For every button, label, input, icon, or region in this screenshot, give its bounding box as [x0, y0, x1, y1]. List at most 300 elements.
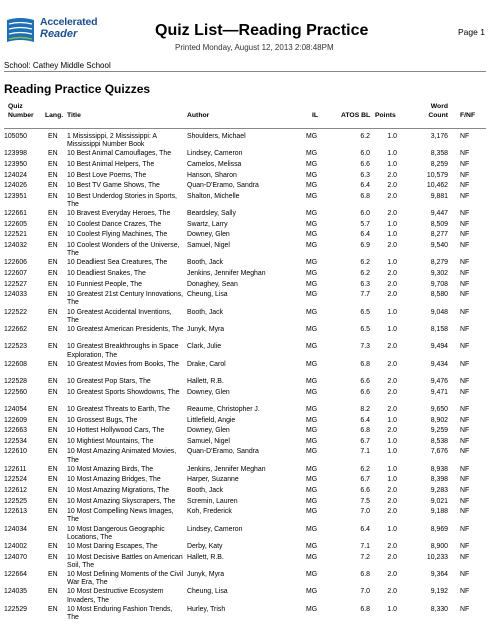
- table-row: [0, 571, 495, 588]
- cell-fnf: NF: [460, 231, 470, 239]
- table-row: [0, 242, 495, 259]
- cell-quiz-number: 122611: [4, 465, 27, 473]
- cell-quiz-number: 122527: [4, 280, 27, 288]
- cell-author: Hallett, R.B.: [187, 553, 224, 561]
- cell-lang: EN: [48, 437, 58, 445]
- cell-points: 2.0: [387, 497, 397, 505]
- cell-quiz-number: 122523: [4, 343, 27, 351]
- cell-quiz-number: 123951: [4, 192, 27, 200]
- cell-title: 10 Best TV Game Shows, The: [67, 182, 160, 190]
- cell-points: 1.0: [387, 160, 397, 168]
- cell-atos: 7.0: [360, 588, 370, 596]
- cell-word-count: 8,938: [430, 465, 448, 473]
- cell-title: 10 Most Amazing Migrations, The: [67, 487, 170, 494]
- cell-lang: EN: [48, 160, 58, 168]
- cell-word-count: 9,434: [430, 360, 448, 368]
- cell-quiz-number: 124070: [4, 553, 27, 561]
- page-title: Quiz List—Reading Practice: [155, 22, 369, 39]
- cell-fnf: NF: [460, 388, 470, 396]
- cell-fnf: NF: [460, 150, 470, 158]
- cell-quiz-number: 124034: [4, 525, 27, 533]
- cell-lang: EN: [48, 171, 58, 179]
- table-row: [0, 270, 495, 281]
- cell-title: 10 Most Amazing Animated Movies, The: [67, 448, 177, 464]
- cell-author: Jenkins, Jennifer Meghan: [187, 269, 266, 277]
- cell-atos: 6.4: [360, 525, 370, 533]
- cell-lang: EN: [48, 542, 58, 550]
- cell-fnf: NF: [460, 437, 470, 445]
- cell-atos: 6.6: [360, 388, 370, 396]
- cell-il: MG: [306, 171, 318, 179]
- col-quiz-number: Quiz Number: [8, 103, 34, 119]
- cell-fnf: NF: [460, 280, 470, 288]
- cell-title: 10 Hottest Hollywood Cars, The: [67, 427, 165, 435]
- cell-author: Shalton, Michelle: [187, 192, 240, 200]
- cell-title: 10 Best Animal Camouflages, The: [67, 150, 172, 158]
- cell-fnf: NF: [460, 160, 470, 168]
- table-row: [0, 438, 495, 449]
- cell-quiz-number: 122613: [4, 508, 27, 516]
- cell-points: 2.0: [387, 291, 397, 299]
- cell-atos: 6.6: [360, 487, 370, 494]
- cell-atos: 6.7: [360, 437, 370, 445]
- cell-fnf: NF: [460, 416, 470, 424]
- cell-quiz-number: 124002: [4, 542, 27, 550]
- cell-quiz-number: 124035: [4, 588, 27, 596]
- cell-title: 10 Greatest American Presidents, The: [67, 325, 184, 333]
- cell-il: MG: [306, 427, 318, 435]
- cell-atos: 7.2: [360, 553, 370, 561]
- cell-lang: EN: [48, 192, 58, 200]
- cell-il: MG: [306, 360, 318, 368]
- report-header: [0, 0, 495, 70]
- table-header: [0, 103, 495, 129]
- cell-author: Booth, Jack: [187, 259, 224, 267]
- cell-atos: 6.8: [360, 360, 370, 368]
- cell-author: Jenkins, Jennifer Meghan: [187, 465, 266, 473]
- cell-word-count: 3,176: [430, 133, 448, 140]
- cell-quiz-number: 122605: [4, 220, 27, 228]
- cell-fnf: NF: [460, 605, 470, 613]
- cell-atos: 7.1: [360, 542, 370, 550]
- cell-quiz-number: 122608: [4, 360, 27, 368]
- cell-word-count: 8,277: [430, 231, 448, 239]
- cell-word-count: 9,048: [430, 308, 448, 316]
- table-header-divider: [4, 128, 486, 129]
- cell-points: 2.0: [387, 360, 397, 368]
- cell-atos: 7.5: [360, 497, 370, 505]
- cell-lang: EN: [48, 325, 58, 333]
- cell-fnf: NF: [460, 448, 470, 456]
- cell-word-count: 10,579: [426, 171, 448, 179]
- cell-quiz-number: 122610: [4, 448, 27, 456]
- cell-word-count: 8,969: [430, 525, 448, 533]
- cell-quiz-number: 122525: [4, 497, 27, 505]
- cell-fnf: NF: [460, 542, 470, 550]
- cell-title: 10 Most Amazing Skyscrapers, The: [67, 497, 176, 505]
- cell-title: 10 Most Amazing Birds, The: [67, 465, 154, 473]
- cell-title: 10 Coolest Wonders of the Universe, The: [67, 241, 180, 258]
- cell-points: 2.0: [387, 570, 397, 578]
- cell-il: MG: [306, 241, 318, 249]
- cell-fnf: NF: [460, 487, 470, 494]
- cell-author: Scremin, Lauren: [187, 497, 238, 505]
- cell-atos: 6.2: [360, 269, 370, 277]
- cell-fnf: NF: [460, 192, 470, 200]
- table-row: [0, 427, 495, 438]
- cell-quiz-number: 124054: [4, 406, 27, 414]
- cell-il: MG: [306, 525, 318, 533]
- page-number: Page 1: [458, 27, 485, 37]
- cell-fnf: NF: [460, 553, 470, 561]
- table-row: [0, 133, 495, 150]
- table-row: [0, 221, 495, 232]
- table-row: [0, 476, 495, 487]
- table-row: [0, 406, 495, 417]
- cell-lang: EN: [48, 291, 58, 299]
- cell-fnf: NF: [460, 497, 470, 505]
- cell-quiz-number: 124026: [4, 182, 27, 190]
- cell-title: 10 Most Dangerous Geographic Locations, The: [67, 525, 165, 541]
- cell-il: MG: [306, 325, 318, 333]
- cell-word-count: 9,650: [430, 406, 448, 414]
- cell-fnf: NF: [460, 476, 470, 484]
- cell-title: 10 Greatest Movies from Books, The: [67, 360, 180, 368]
- cell-points: 1.0: [387, 133, 397, 140]
- cell-fnf: NF: [460, 406, 470, 414]
- cell-title: 10 Most Amazing Bridges, The: [67, 476, 161, 484]
- cell-atos: 6.4: [360, 416, 370, 424]
- cell-lang: EN: [48, 406, 58, 414]
- cell-author: Koh, Frederick: [187, 508, 232, 516]
- cell-fnf: NF: [460, 210, 470, 218]
- cell-points: 2.0: [387, 388, 397, 396]
- table-row: [0, 161, 495, 172]
- cell-quiz-number: 122528: [4, 378, 27, 386]
- cell-quiz-number: 124032: [4, 241, 27, 249]
- cell-word-count: 9,364: [430, 570, 448, 578]
- cell-fnf: NF: [460, 291, 470, 299]
- cell-author: Littlefield, Angie: [187, 416, 236, 424]
- cell-points: 1.0: [387, 476, 397, 484]
- cell-title: 10 Most Compelling News Images, The: [67, 508, 174, 524]
- cell-fnf: NF: [460, 259, 470, 267]
- cell-author: Lindsey, Cameron: [187, 525, 243, 533]
- cell-title: 10 Most Decisive Battles on American Soil, The: [67, 553, 183, 569]
- cell-atos: 6.7: [360, 476, 370, 484]
- cell-points: 2.0: [387, 210, 397, 218]
- cell-atos: 7.7: [360, 291, 370, 299]
- cell-il: MG: [306, 388, 318, 396]
- table-row: [0, 606, 495, 623]
- cell-word-count: 9,192: [430, 588, 448, 596]
- cell-fnf: NF: [460, 133, 470, 140]
- cell-lang: EN: [48, 220, 58, 228]
- cell-lang: EN: [48, 388, 58, 396]
- cell-il: MG: [306, 269, 318, 277]
- table-row: [0, 150, 495, 161]
- cell-atos: 6.2: [360, 133, 370, 140]
- cell-quiz-number: 122529: [4, 605, 27, 613]
- table-row: [0, 417, 495, 428]
- cell-atos: 5.7: [360, 220, 370, 228]
- cell-author: Downey, Glen: [187, 427, 230, 435]
- cell-quiz-number: 122663: [4, 427, 27, 435]
- cell-quiz-number: 105050: [4, 133, 27, 140]
- cell-author: Junyk, Myra: [187, 325, 225, 333]
- cell-word-count: 8,538: [430, 437, 448, 445]
- cell-fnf: NF: [460, 241, 470, 249]
- cell-word-count: 8,358: [430, 150, 448, 158]
- cell-il: MG: [306, 570, 318, 578]
- cell-title: 1 Mississippi, 2 Mississippi: A Mississippi Number Book: [67, 133, 157, 149]
- cell-title: 10 Deadliest Snakes, The: [67, 269, 146, 277]
- cell-author: Drake, Carol: [187, 360, 226, 368]
- cell-points: 2.0: [387, 269, 397, 277]
- cell-lang: EN: [48, 588, 58, 596]
- cell-lang: EN: [48, 269, 58, 277]
- cell-fnf: NF: [460, 360, 470, 368]
- cell-il: MG: [306, 280, 318, 288]
- cell-atos: 6.8: [360, 605, 370, 613]
- table-row: [0, 498, 495, 509]
- cell-author: Swartz, Larry: [187, 220, 228, 228]
- cell-author: Clark, Julie: [187, 343, 222, 351]
- cell-word-count: 8,580: [430, 291, 448, 299]
- cell-word-count: 10,462: [426, 182, 448, 190]
- col-atos: ATOS BL: [341, 112, 371, 119]
- cell-lang: EN: [48, 427, 58, 435]
- table-row: [0, 291, 495, 308]
- cell-il: MG: [306, 437, 318, 445]
- cell-lang: EN: [48, 487, 58, 494]
- table-row: [0, 448, 495, 465]
- cell-fnf: NF: [460, 427, 470, 435]
- cell-points: 2.0: [387, 280, 397, 288]
- cell-title: 10 Coolest Flying Machines, The: [67, 231, 168, 239]
- cell-quiz-number: 124024: [4, 171, 27, 179]
- cell-il: MG: [306, 291, 318, 299]
- cell-fnf: NF: [460, 325, 470, 333]
- cell-fnf: NF: [460, 171, 470, 179]
- cell-word-count: 9,476: [430, 378, 448, 386]
- cell-points: 2.0: [387, 182, 397, 190]
- cell-author: Reaume, Christopher J.: [187, 406, 260, 414]
- cell-author: Samuel, Nigel: [187, 437, 230, 445]
- cell-title: 10 Grossest Bugs, The: [67, 416, 138, 424]
- cell-word-count: 8,259: [430, 160, 448, 168]
- cell-points: 2.0: [387, 542, 397, 550]
- cell-author: Hurley, Trish: [187, 605, 226, 613]
- cell-atos: 7.0: [360, 508, 370, 516]
- cell-lang: EN: [48, 497, 58, 505]
- cell-atos: 6.6: [360, 378, 370, 386]
- cell-atos: 6.2: [360, 259, 370, 267]
- cell-fnf: NF: [460, 269, 470, 277]
- cell-points: 2.0: [387, 427, 397, 435]
- cell-word-count: 8,902: [430, 416, 448, 424]
- cell-fnf: NF: [460, 525, 470, 533]
- cell-points: 2.0: [387, 487, 397, 494]
- cell-word-count: 8,398: [430, 476, 448, 484]
- cell-author: Cheung, Lisa: [187, 588, 228, 596]
- logo-text-line1: Accelerated: [40, 16, 98, 28]
- cell-lang: EN: [48, 150, 58, 158]
- cell-author: Donaghey, Sean: [187, 280, 238, 288]
- cell-title: 10 Mightiest Mountains, The: [67, 437, 154, 445]
- cell-il: MG: [306, 308, 318, 316]
- table-row: [0, 543, 495, 554]
- cell-lang: EN: [48, 605, 58, 613]
- table-row: [0, 361, 495, 378]
- table-row: [0, 466, 495, 477]
- cell-title: 10 Greatest Threats to Earth, The: [67, 406, 170, 414]
- col-points: Points: [375, 112, 396, 119]
- header-divider: [4, 71, 486, 72]
- cell-il: MG: [306, 508, 318, 516]
- cell-word-count: 9,259: [430, 427, 448, 435]
- table-row: [0, 487, 495, 498]
- cell-il: MG: [306, 259, 318, 267]
- cell-title: 10 Most Daring Escapes, The: [67, 542, 158, 550]
- cell-author: Booth, Jack: [187, 487, 224, 494]
- cell-author: Quan-D'Eramo, Sandra: [187, 448, 259, 456]
- cell-il: MG: [306, 182, 318, 190]
- cell-atos: 6.6: [360, 160, 370, 168]
- cell-title: 10 Most Destructive Ecosystem Invaders, The: [67, 588, 164, 604]
- cell-il: MG: [306, 448, 318, 456]
- cell-points: 1.0: [387, 308, 397, 316]
- cell-points: 2.0: [387, 553, 397, 561]
- cell-quiz-number: 122607: [4, 269, 27, 277]
- cell-author: Lindsey, Cameron: [187, 150, 243, 158]
- cell-title: 10 Coolest Dance Crazes, The: [67, 220, 162, 228]
- cell-quiz-number: 123998: [4, 150, 27, 158]
- table-row: [0, 554, 495, 571]
- cell-quiz-number: 122606: [4, 259, 27, 267]
- cell-quiz-number: 122522: [4, 308, 27, 316]
- printed-timestamp: Printed Monday, August 12, 2013 2:08:48PM: [175, 43, 334, 52]
- cell-points: 2.0: [387, 378, 397, 386]
- cell-word-count: 8,330: [430, 605, 448, 613]
- table-row: [0, 309, 495, 326]
- cell-points: 2.0: [387, 241, 397, 249]
- cell-il: MG: [306, 343, 318, 351]
- cell-word-count: 7,676: [430, 448, 448, 456]
- cell-author: Hallett, R.B.: [187, 378, 224, 386]
- cell-word-count: 9,283: [430, 487, 448, 494]
- table-row: [0, 588, 495, 605]
- cell-title: 10 Greatest Pop Stars, The: [67, 378, 151, 386]
- table-row: [0, 389, 495, 406]
- cell-atos: 6.4: [360, 231, 370, 239]
- cell-quiz-number: 122609: [4, 416, 27, 424]
- table-row: [0, 343, 495, 360]
- cell-quiz-number: 122521: [4, 231, 27, 239]
- cell-word-count: 9,881: [430, 192, 448, 200]
- cell-il: MG: [306, 150, 318, 158]
- cell-points: 2.0: [387, 588, 397, 596]
- cell-atos: 6.3: [360, 171, 370, 179]
- cell-word-count: 9,540: [430, 241, 448, 249]
- cell-points: 1.0: [387, 416, 397, 424]
- cell-atos: 6.9: [360, 241, 370, 249]
- cell-title: 10 Funniest People, The: [67, 280, 142, 288]
- cell-lang: EN: [48, 360, 58, 368]
- logo-text-line2: Reader: [40, 28, 78, 40]
- cell-quiz-number: 122534: [4, 437, 27, 445]
- cell-points: 1.0: [387, 259, 397, 267]
- cell-atos: 6.5: [360, 308, 370, 316]
- cell-lang: EN: [48, 476, 58, 484]
- cell-word-count: 9,302: [430, 269, 448, 277]
- cell-author: Hanson, Sharon: [187, 171, 237, 179]
- col-word-count: Word Count: [428, 103, 448, 119]
- cell-fnf: NF: [460, 378, 470, 386]
- cell-author: Harper, Suzanne: [187, 476, 239, 484]
- cell-il: MG: [306, 378, 318, 386]
- table-row: [0, 378, 495, 389]
- cell-atos: 6.4: [360, 182, 370, 190]
- cell-word-count: 8,509: [430, 220, 448, 228]
- cell-atos: 6.8: [360, 570, 370, 578]
- cell-lang: EN: [48, 508, 58, 516]
- cell-points: 1.0: [387, 231, 397, 239]
- cell-word-count: 9,708: [430, 280, 448, 288]
- cell-lang: EN: [48, 231, 58, 239]
- cell-word-count: 8,279: [430, 259, 448, 267]
- cell-lang: EN: [48, 133, 58, 140]
- cell-points: 1.0: [387, 437, 397, 445]
- cell-points: 2.0: [387, 171, 397, 179]
- cell-atos: 6.8: [360, 192, 370, 200]
- cell-quiz-number: 122560: [4, 388, 27, 396]
- cell-quiz-number: 122612: [4, 487, 27, 494]
- table-row: [0, 259, 495, 270]
- cell-author: Derby, Katy: [187, 542, 223, 550]
- cell-lang: EN: [48, 553, 58, 561]
- cell-points: 2.0: [387, 343, 397, 351]
- cell-author: Junyk, Myra: [187, 570, 225, 578]
- cell-word-count: 9,447: [430, 210, 448, 218]
- col-title: Title: [67, 112, 81, 119]
- cell-author: Downey, Glen: [187, 388, 230, 396]
- cell-lang: EN: [48, 182, 58, 190]
- cell-il: MG: [306, 220, 318, 228]
- cell-atos: 7.1: [360, 448, 370, 456]
- cell-quiz-number: 122662: [4, 325, 27, 333]
- cell-author: Samuel, Nigel: [187, 241, 230, 249]
- cell-fnf: NF: [460, 308, 470, 316]
- col-fnf: F/NF: [460, 112, 476, 119]
- cell-word-count: 9,494: [430, 343, 448, 351]
- cell-fnf: NF: [460, 588, 470, 596]
- cell-lang: EN: [48, 241, 58, 249]
- cell-atos: 7.3: [360, 343, 370, 351]
- cell-word-count: 10,233: [426, 553, 448, 561]
- cell-word-count: 9,188: [430, 508, 448, 516]
- cell-fnf: NF: [460, 220, 470, 228]
- table-row: [0, 182, 495, 193]
- cell-title: 10 Best Animal Helpers, The: [67, 160, 155, 168]
- table-row: [0, 172, 495, 183]
- cell-lang: EN: [48, 378, 58, 386]
- cell-points: 2.0: [387, 508, 397, 516]
- cell-atos: 6.3: [360, 280, 370, 288]
- cell-points: 1.0: [387, 525, 397, 533]
- cell-atos: 6.0: [360, 150, 370, 158]
- col-author: Author: [187, 112, 210, 119]
